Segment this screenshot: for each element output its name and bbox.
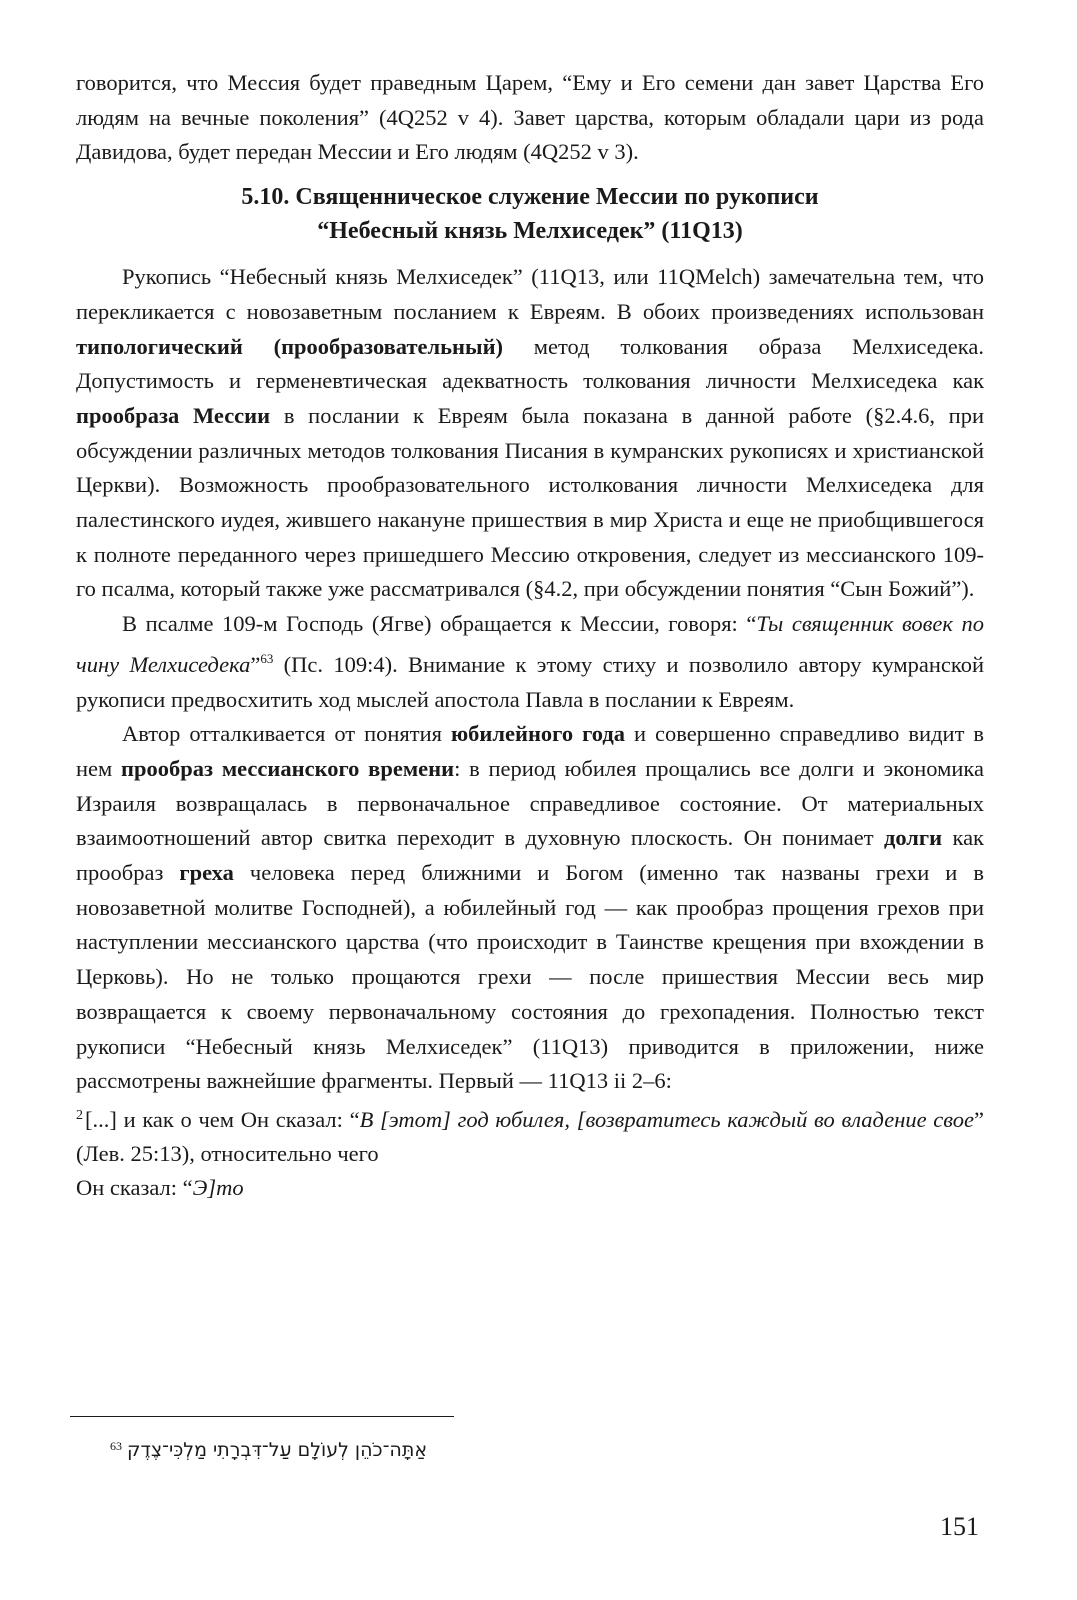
quotation-text-a: [...] и как о чем Он сказал: “: [85, 1106, 360, 1132]
footnote-reference[interactable]: 63: [260, 650, 274, 666]
quotation-italic-b: В [этот] год юбилея, [возвратитесь каждый во владение свое: [359, 1106, 975, 1132]
term-messianic-time: прообраз мессианского времени: [121, 755, 455, 781]
section-heading-line-1: 5.10. Священническое служение Мессии по рукописи: [241, 184, 819, 211]
paragraph-1-text-e: в послании к Евреям была показана в данной работе (§2.4.6, при обсуждении различных методов толкования Писания в кумранских рукописях и христианской Церкви). Возможность прообразовательного истолкования личности Мелхиседека для палестинского иудея, жившего накануне пришествия в мир Христа и еще не приобщившегося к полноте переданного через пришедшего Мессию откровения, следует из мессианского 109-го псалма, который также уже рассматривался (§4.2, при обсуждении понятия “Сын Божий”).: [76, 402, 985, 602]
footnote: [110, 1432, 510, 1464]
term-sin: греха: [179, 860, 234, 886]
paragraph-3-text-a: Автор отталкивается от понятия: [122, 721, 451, 747]
term-debts: долги: [883, 825, 943, 851]
paragraph-3-text-c: и совершенно справедливо видит в нем: [76, 721, 985, 781]
paragraph-3: [76, 717, 984, 1099]
paragraph-2: [76, 607, 984, 717]
paragraph-3-text-i: человека перед ближними и Богом (именно так названы грехи и в новозаветной молитве Господней), а юбилейный год — как прообраз прощения грехов при наступлении мессианского царства (что происходит в Таинстве крещения при вхождении в Церковь). Но не только прощаются грехи — после пришествия Мессии весь мир возвращается к своему первоначальному состояния до грехопадения. Полностью текст рукописи “Небесный князь Мелхиседек” (11Q13) приводится в приложении, ниже рассмотрены важнейшие фрагменты. Первый — 11Q13 ii 2–6:: [76, 860, 984, 1094]
page-number: 151: [940, 1512, 979, 1541]
paragraph-1: [76, 260, 984, 607]
quotation-text-c: ” (Лев. 25:13), относительно чего: [76, 1106, 985, 1166]
footnote-divider: [70, 1416, 454, 1417]
paragraph-1-text-a: Рукопись “Небесный князь Мелхиседек” (11Q13, или 11QMelch) замечательна тем, что перекликается с новозаветным посланием к Евреям. В обоих произведениях использован: [76, 264, 984, 324]
term-typological: типологический (прообразовательный): [76, 333, 504, 359]
scroll-quotation: [76, 1099, 984, 1205]
paragraph-3-text-e: : в период юбилея прощались все долги и экономика Израиля возвращалась в первоначальное справедливое состояние. От материальных взаимоотношений автор свитка переходит в духовную плоскость. Он понимает: [76, 755, 984, 851]
paragraph-3-text-g: как прообраз: [76, 825, 984, 886]
paragraph-1-text-c: метод толкования образа Мелхиседека. Допустимость и герменевтическая адекватность толкования личности Мелхиседека как: [76, 333, 984, 394]
paragraph-2-text-a: В псалме 109-м Господь (Ягве) обращается к Мессии, говоря: “: [122, 611, 757, 637]
opening-paragraph: говорится, что Мессия будет праведным Царем, “Ему и Его семени дан завет Царства Его людям на вечные поколения” (4Q252 v 4). Завет царства, которым обладали цари из рода Давидова, будет передан Мессии и Его людям (4Q252 v 3).: [76, 70, 984, 165]
term-jubilee-year: юбилейного года: [450, 721, 625, 747]
paragraph-2-text-d: (Пс. 109:4). Внимание к этому стиху и позволило автору кумранской рукописи предвосхитить ход мыслей апостола Павла в послании к Евреям.: [76, 651, 984, 712]
section-heading: [76, 180, 984, 248]
footnote-hebrew-text: אַתָּה־כֹהֵן לְעוֹלָם עַל־דִּבְרָתִי מַלְכִּי־צֶדֶק: [127, 1439, 428, 1461]
quotation-line-number: 2: [76, 1107, 83, 1123]
quotation-text-d: Он сказал: “: [76, 1174, 193, 1200]
main-text: [76, 66, 984, 1205]
term-prefiguration-messiah: прообраза Мессии: [76, 402, 271, 428]
quotation-italic-e: Э]то: [192, 1174, 244, 1200]
psalm-quote: Ты священник вовек по чину Мелхиседека: [76, 611, 984, 677]
paragraph-2-text-c: ”: [250, 651, 261, 677]
footnote-number: 63: [110, 1439, 122, 1453]
section-heading-line-2: “Небесный князь Мелхиседек” (11Q13): [317, 218, 743, 245]
